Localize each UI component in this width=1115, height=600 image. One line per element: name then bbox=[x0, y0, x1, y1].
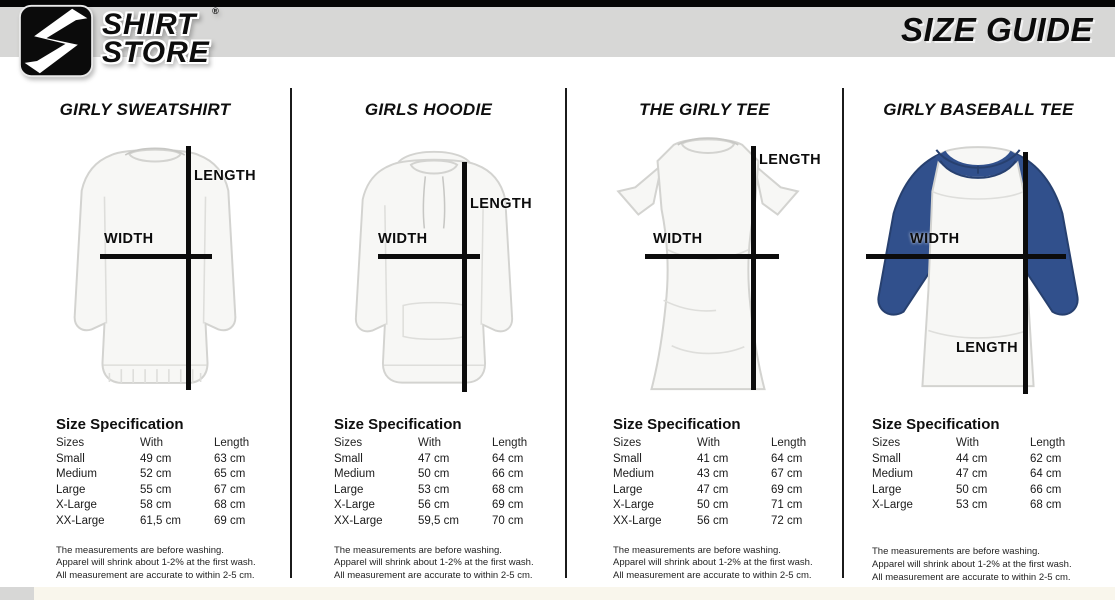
footnote-line: All measurement are accurate to within 2-5 cm. bbox=[872, 571, 1071, 583]
size-specification bbox=[0, 416, 290, 583]
size-row bbox=[872, 452, 1099, 468]
col-width: With bbox=[418, 437, 441, 449]
size-cell: 62 cm bbox=[1030, 452, 1062, 465]
footnote-line: The measurements are before washing. bbox=[613, 544, 781, 556]
size-cell: 70 cm bbox=[492, 514, 524, 527]
length-label: LENGTH bbox=[194, 168, 257, 184]
size-cell: 47 cm bbox=[697, 483, 729, 496]
spec-heading: Size Specification bbox=[56, 416, 184, 433]
product-title: THE GIRLY TEE bbox=[639, 100, 770, 119]
size-cell: 66 cm bbox=[1030, 483, 1062, 496]
col-length: Length bbox=[1030, 437, 1066, 449]
size-row bbox=[334, 514, 551, 530]
brand-line-2: STORE bbox=[102, 35, 210, 69]
size-cell: 49 cm bbox=[140, 452, 172, 465]
width-measure-line bbox=[645, 254, 779, 259]
size-cell: 69 cm bbox=[771, 483, 803, 496]
footnotes bbox=[872, 546, 1099, 584]
size-cell: 68 cm bbox=[214, 499, 246, 512]
footnote-line: All measurement are accurate to within 2-5 cm. bbox=[56, 570, 255, 582]
size-cell: 55 cm bbox=[140, 483, 172, 496]
column-girly-baseball-tee bbox=[842, 88, 1113, 583]
size-specification bbox=[844, 416, 1113, 584]
size-row bbox=[334, 467, 551, 483]
footnotes bbox=[334, 545, 551, 583]
size-table bbox=[56, 452, 276, 530]
size-cell: 53 cm bbox=[956, 499, 988, 512]
registered-mark: ® bbox=[212, 6, 220, 16]
product-title: GIRLY BASEBALL TEE bbox=[883, 100, 1074, 119]
baseball-tee-figure bbox=[844, 126, 1113, 408]
length-label: LENGTH bbox=[470, 196, 533, 212]
table-header bbox=[56, 436, 276, 452]
length-measure-line bbox=[186, 146, 191, 390]
size-row bbox=[872, 467, 1099, 483]
size-cell: 64 cm bbox=[771, 452, 803, 465]
col-sizes: Sizes bbox=[56, 437, 85, 449]
size-cell: 44 cm bbox=[956, 452, 988, 465]
size-row bbox=[613, 498, 828, 514]
size-cell: Medium bbox=[613, 468, 654, 481]
size-cell: XX-Large bbox=[334, 514, 383, 527]
size-cell: Large bbox=[872, 483, 902, 496]
length-measure-line bbox=[1023, 152, 1028, 394]
footnote-line: The measurements are before washing. bbox=[334, 544, 502, 556]
size-row bbox=[334, 498, 551, 514]
footnote-line: All measurement are accurate to within 2-5 cm. bbox=[334, 570, 533, 582]
size-cell: XX-Large bbox=[56, 514, 105, 527]
length-measure-line bbox=[462, 162, 467, 392]
size-row bbox=[872, 498, 1099, 514]
hoodie-image bbox=[328, 130, 540, 402]
size-cell: Small bbox=[613, 452, 642, 465]
size-row bbox=[56, 514, 276, 530]
size-row bbox=[613, 514, 828, 530]
column-girls-hoodie bbox=[290, 88, 565, 582]
spec-heading: Size Specification bbox=[334, 416, 462, 433]
spec-heading: Size Specification bbox=[613, 416, 741, 433]
footnote-line: The measurements are before washing. bbox=[872, 545, 1040, 557]
size-cell: 64 cm bbox=[492, 452, 524, 465]
size-cell: 50 cm bbox=[956, 483, 988, 496]
size-row bbox=[56, 452, 276, 468]
length-label: LENGTH bbox=[956, 340, 1019, 356]
size-cell: 53 cm bbox=[418, 483, 450, 496]
col-length: Length bbox=[771, 437, 807, 449]
width-label: WIDTH bbox=[378, 231, 428, 247]
col-length: Length bbox=[492, 437, 528, 449]
product-columns bbox=[0, 88, 1115, 583]
size-cell: Large bbox=[334, 483, 364, 496]
size-cell: 52 cm bbox=[140, 468, 172, 481]
width-label: WIDTH bbox=[104, 231, 154, 247]
size-cell: 59,5 cm bbox=[418, 514, 459, 527]
size-specification bbox=[292, 416, 565, 583]
column-girly-sweatshirt bbox=[0, 88, 290, 582]
size-row bbox=[56, 483, 276, 499]
footnotes bbox=[56, 545, 276, 583]
footnote-line: All measurement are accurate to within 2-5 cm. bbox=[613, 570, 812, 582]
size-row bbox=[613, 452, 828, 468]
size-cell: 64 cm bbox=[1030, 468, 1062, 481]
length-measure-line bbox=[751, 146, 756, 390]
size-cell: 72 cm bbox=[771, 514, 803, 527]
length-label: LENGTH bbox=[759, 152, 822, 168]
bottom-left-corner bbox=[0, 587, 34, 600]
product-title: GIRLS HOODIE bbox=[364, 100, 493, 119]
size-cell: Small bbox=[334, 452, 363, 465]
column-girly-tee bbox=[565, 88, 842, 582]
brand-wordmark bbox=[102, 3, 220, 69]
footnote-line: Apparel will shrink about 1-2% at the first wash. bbox=[872, 558, 1072, 570]
size-cell: Large bbox=[56, 483, 86, 496]
brand-line-1: SHIRT bbox=[102, 8, 197, 41]
size-cell: 50 cm bbox=[697, 499, 729, 512]
size-table bbox=[613, 452, 828, 530]
size-row bbox=[56, 467, 276, 483]
size-cell: 67 cm bbox=[214, 483, 246, 496]
baseball-tee-image bbox=[854, 132, 1102, 400]
size-cell: 47 cm bbox=[956, 468, 988, 481]
col-length: Length bbox=[214, 437, 250, 449]
size-cell: Small bbox=[872, 452, 901, 465]
size-cell: 65 cm bbox=[214, 468, 246, 481]
size-cell: X-Large bbox=[56, 499, 97, 512]
girly-tee-figure bbox=[567, 126, 842, 408]
size-cell: 56 cm bbox=[418, 499, 450, 512]
width-label: WIDTH bbox=[910, 231, 960, 247]
size-cell: 71 cm bbox=[771, 499, 803, 512]
size-cell: 41 cm bbox=[697, 452, 729, 465]
size-cell: Small bbox=[56, 452, 85, 465]
size-cell: 67 cm bbox=[771, 468, 803, 481]
table-header bbox=[613, 436, 828, 452]
size-cell: Medium bbox=[56, 468, 97, 481]
footnotes bbox=[613, 545, 828, 583]
table-header bbox=[872, 436, 1099, 452]
bottom-strip bbox=[0, 587, 1115, 600]
width-measure-line bbox=[100, 254, 212, 259]
hoodie-figure bbox=[292, 126, 565, 408]
width-measure-line bbox=[866, 254, 1066, 259]
size-cell: 50 cm bbox=[418, 468, 450, 481]
shirt-store-logo bbox=[16, 3, 220, 79]
col-width: With bbox=[956, 437, 979, 449]
col-sizes: Sizes bbox=[334, 437, 363, 449]
spec-heading: Size Specification bbox=[872, 416, 1000, 433]
size-table bbox=[872, 452, 1099, 514]
size-row bbox=[872, 483, 1099, 499]
size-cell: 63 cm bbox=[214, 452, 246, 465]
girly-tee-image bbox=[597, 128, 822, 402]
size-cell: Large bbox=[613, 483, 643, 496]
size-specification bbox=[567, 416, 842, 583]
size-cell: 69 cm bbox=[214, 514, 246, 527]
size-cell: 43 cm bbox=[697, 468, 729, 481]
size-row bbox=[613, 483, 828, 499]
size-cell: Medium bbox=[334, 468, 375, 481]
size-cell: Medium bbox=[872, 468, 913, 481]
size-cell: 58 cm bbox=[140, 499, 172, 512]
size-row bbox=[613, 467, 828, 483]
size-cell: X-Large bbox=[613, 499, 654, 512]
size-cell: 69 cm bbox=[492, 499, 524, 512]
col-sizes: Sizes bbox=[613, 437, 642, 449]
size-cell: 68 cm bbox=[492, 483, 524, 496]
size-row bbox=[334, 483, 551, 499]
width-measure-line bbox=[378, 254, 480, 259]
col-width: With bbox=[697, 437, 720, 449]
size-cell: 47 cm bbox=[418, 452, 450, 465]
footnote-line: The measurements are before washing. bbox=[56, 544, 224, 556]
table-header bbox=[334, 436, 551, 452]
sweatshirt-figure bbox=[0, 126, 290, 408]
size-row bbox=[56, 498, 276, 514]
size-cell: XX-Large bbox=[613, 514, 662, 527]
col-width: With bbox=[140, 437, 163, 449]
s-logo-icon bbox=[16, 3, 96, 79]
col-sizes: Sizes bbox=[872, 437, 901, 449]
size-cell: X-Large bbox=[872, 499, 913, 512]
size-cell: 68 cm bbox=[1030, 499, 1062, 512]
size-cell: 56 cm bbox=[697, 514, 729, 527]
size-cell: X-Large bbox=[334, 499, 375, 512]
size-cell: 61,5 cm bbox=[140, 514, 181, 527]
footnote-line: Apparel will shrink about 1-2% at the first wash. bbox=[613, 557, 813, 569]
size-row bbox=[334, 452, 551, 468]
page-title: SIZE GUIDE bbox=[900, 11, 1093, 48]
size-table bbox=[334, 452, 551, 530]
size-cell: 66 cm bbox=[492, 468, 524, 481]
footnote-line: Apparel will shrink about 1-2% at the first wash. bbox=[56, 557, 256, 569]
footnote-line: Apparel will shrink about 1-2% at the first wash. bbox=[334, 557, 534, 569]
product-title: GIRLY SWEATSHIRT bbox=[59, 100, 231, 119]
width-label: WIDTH bbox=[653, 231, 703, 247]
